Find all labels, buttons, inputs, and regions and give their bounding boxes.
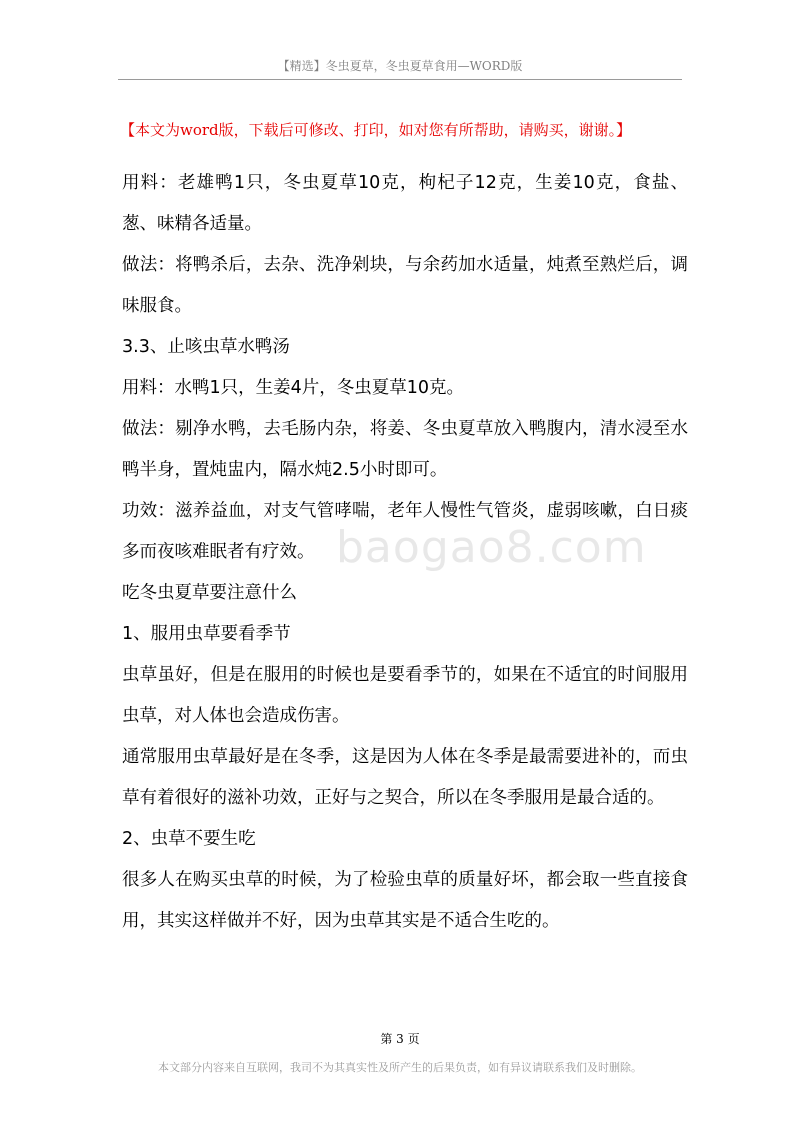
paragraph-season-1: 虫草虽好，但是在服用的时候也是要看季节的，如果在不适宜的时间服用虫草，对人体也会造成伤害。 (122, 665, 688, 726)
paragraph-ingredients-1: 用料：老雄鸭1只，冬虫夏草10克，枸杞子12克，生姜10克，食盐、葱、味精各适量。 (122, 173, 688, 234)
page-number: 第 3 页 (380, 1032, 420, 1046)
header-divider (118, 79, 682, 80)
paragraph-ingredients-2: 用料：水鸭1只，生姜4片，冬虫夏草10克。 (122, 378, 465, 398)
subheading-season: 1、服用虫草要看季节 (122, 624, 291, 644)
paragraph-method-2: 做法：剔净水鸭，去毛肠内杂，将姜、冬虫夏草放入鸭腹内，清水浸至水鸭半身，置炖盅内，隔水炖2.5小时即可。 (122, 419, 688, 480)
paragraph-raw: 很多人在购买虫草的时候，为了检验虫草的质量好坏，都会取一些直接食用，其实这样做并不好，因为虫草其实是不适合生吃的。 (122, 870, 688, 931)
page-header: 【精选】冬虫夏草，冬虫夏草食用—WORD版 (277, 59, 523, 73)
section-heading-precautions: 吃冬虫夏草要注意什么 (122, 583, 297, 603)
page-footer: 本文部分内容来自互联网，我司不为其真实性及所产生的后果负责，如有异议请联系我们及时删除。 (158, 1061, 642, 1074)
download-notice: 【本文为word版，下载后可修改、打印，如对您有所帮助，请购买，谢谢。】 (120, 121, 632, 139)
section-heading-3-3: 3.3、止咳虫草水鸭汤 (122, 337, 290, 357)
paragraph-season-2: 通常服用虫草最好是在冬季，这是因为人体在冬季是最需要进补的，而虫草有着很好的滋补功效，正好与之契合，所以在冬季服用是最合适的。 (122, 747, 688, 808)
subheading-raw: 2、虫草不要生吃 (122, 829, 256, 849)
paragraph-method-1: 做法：将鸭杀后，去杂、洗净剁块，与余药加水适量，炖煮至熟烂后，调味服食。 (122, 255, 688, 316)
watermark: baogao8.com (336, 522, 647, 573)
paragraph-efficacy: 功效：滋养益血，对支气管哮喘，老年人慢性气管炎，虚弱咳嗽，白日痰多而夜咳难眠者有疗效。 (122, 501, 688, 562)
